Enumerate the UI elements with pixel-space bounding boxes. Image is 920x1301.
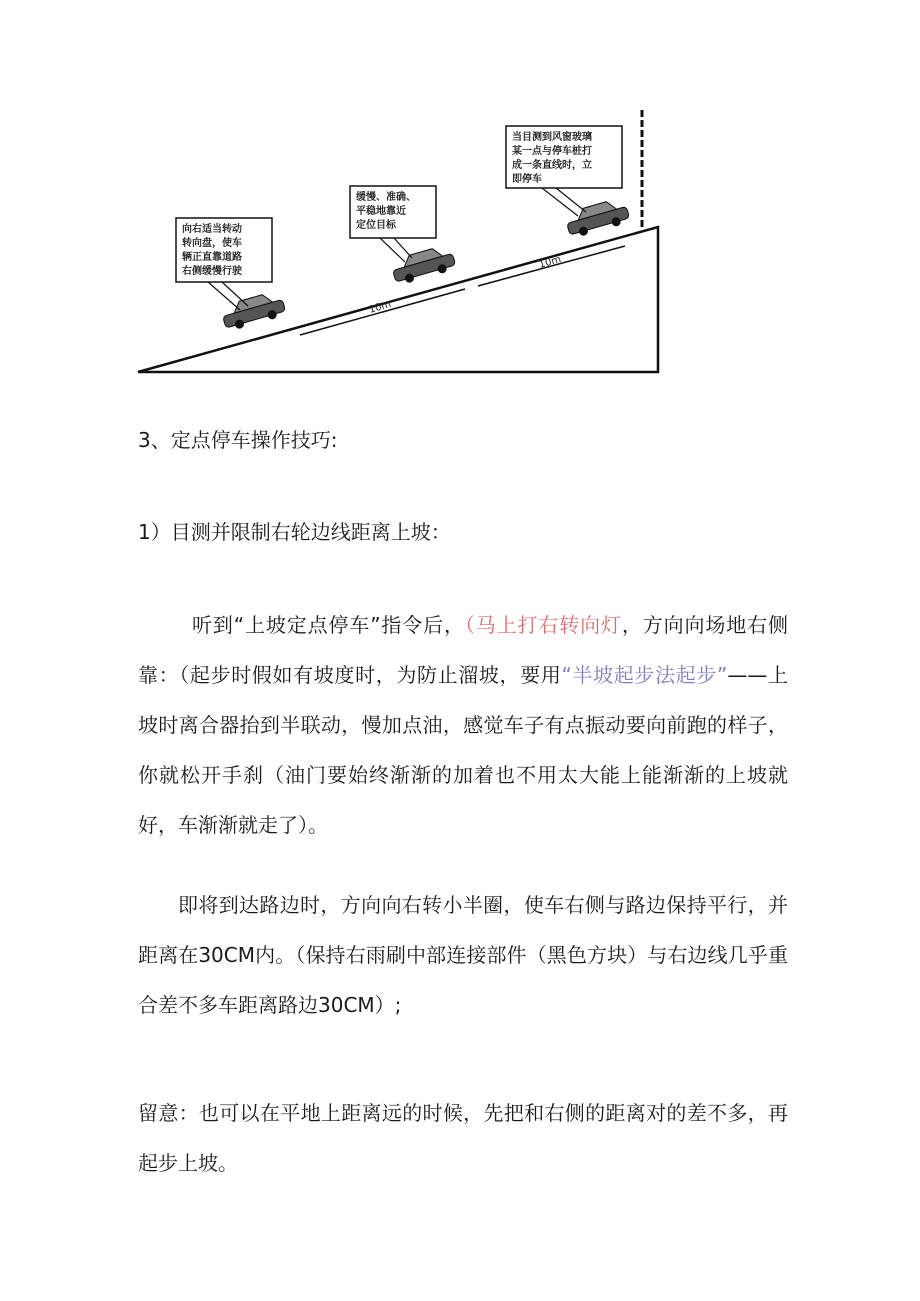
callout-2-line-1: 缓慢、准确、 bbox=[356, 192, 416, 203]
callout-1-line-1: 向右适当转动 bbox=[182, 224, 242, 235]
paragraph-1-text-a: 听到“上坡定点停车”指令后， bbox=[192, 613, 465, 637]
car-3-icon bbox=[564, 197, 631, 240]
car-1-icon bbox=[220, 290, 287, 333]
paragraph-1-text-b: ，方向向场地右侧靠：（起步时假如有坡度时，为防止溜坡，要用 bbox=[138, 613, 789, 687]
paragraph-note: 留意：也可以在平地上距离远的时候，先把和右侧的距离对的差不多，再起步上坡。 bbox=[138, 1101, 788, 1175]
paragraph-1-highlight-red: （马上打右转向灯 bbox=[464, 613, 622, 637]
callout-2-line-2: 平稳地靠近 bbox=[356, 206, 406, 217]
section-subheading: 1）目测并限制右轮边线距离上坡： bbox=[138, 520, 451, 544]
section-heading: 3、定点停车操作技巧: bbox=[138, 428, 338, 452]
paragraph-1-highlight-blue: “半坡起步法起步” bbox=[561, 663, 728, 687]
callout-3-line-2: 某一点与停车桩打 bbox=[512, 146, 592, 157]
paragraph-uphill-start bbox=[138, 600, 788, 850]
slope-parking-diagram bbox=[130, 100, 670, 385]
callout-2-line-3: 定位目标 bbox=[356, 220, 396, 231]
diagram-svg bbox=[130, 100, 670, 385]
callout-1-line-4: 右侧缓慢行驶 bbox=[182, 266, 242, 277]
callout-3-line-3: 成一条直线时，立 bbox=[512, 160, 592, 171]
paragraph-roadside-distance: 即将到达路边时，方向向右转小半圈，使车右侧与路边保持平行，并距离在30CM内。（保持右雨刷中部连接部件（黑色方块）与右边线几乎重合差不多车距离路边30CM）; bbox=[138, 893, 788, 1017]
car-2-icon bbox=[390, 244, 457, 287]
callout-3-line-1: 当目测到风窗玻璃 bbox=[512, 132, 592, 143]
dimension-label-2: 10m bbox=[537, 254, 563, 271]
paragraph-1-text-c: ——上坡时离合器抬到半联动，慢加点油，感觉车子有点振动要向前跑的样子，你就松开手刹（油门要始终渐渐的加着也不用太大能上能渐渐的上坡就好，车渐渐就走了）。 bbox=[138, 663, 789, 837]
callout-3-line-4: 即停车 bbox=[512, 174, 542, 185]
dimension-label-1: 10m bbox=[367, 299, 393, 316]
callout-1-line-3: 辆正直靠道路 bbox=[182, 252, 242, 263]
callout-2 bbox=[350, 186, 436, 262]
callout-1-line-2: 转向盘，使车 bbox=[182, 238, 242, 249]
